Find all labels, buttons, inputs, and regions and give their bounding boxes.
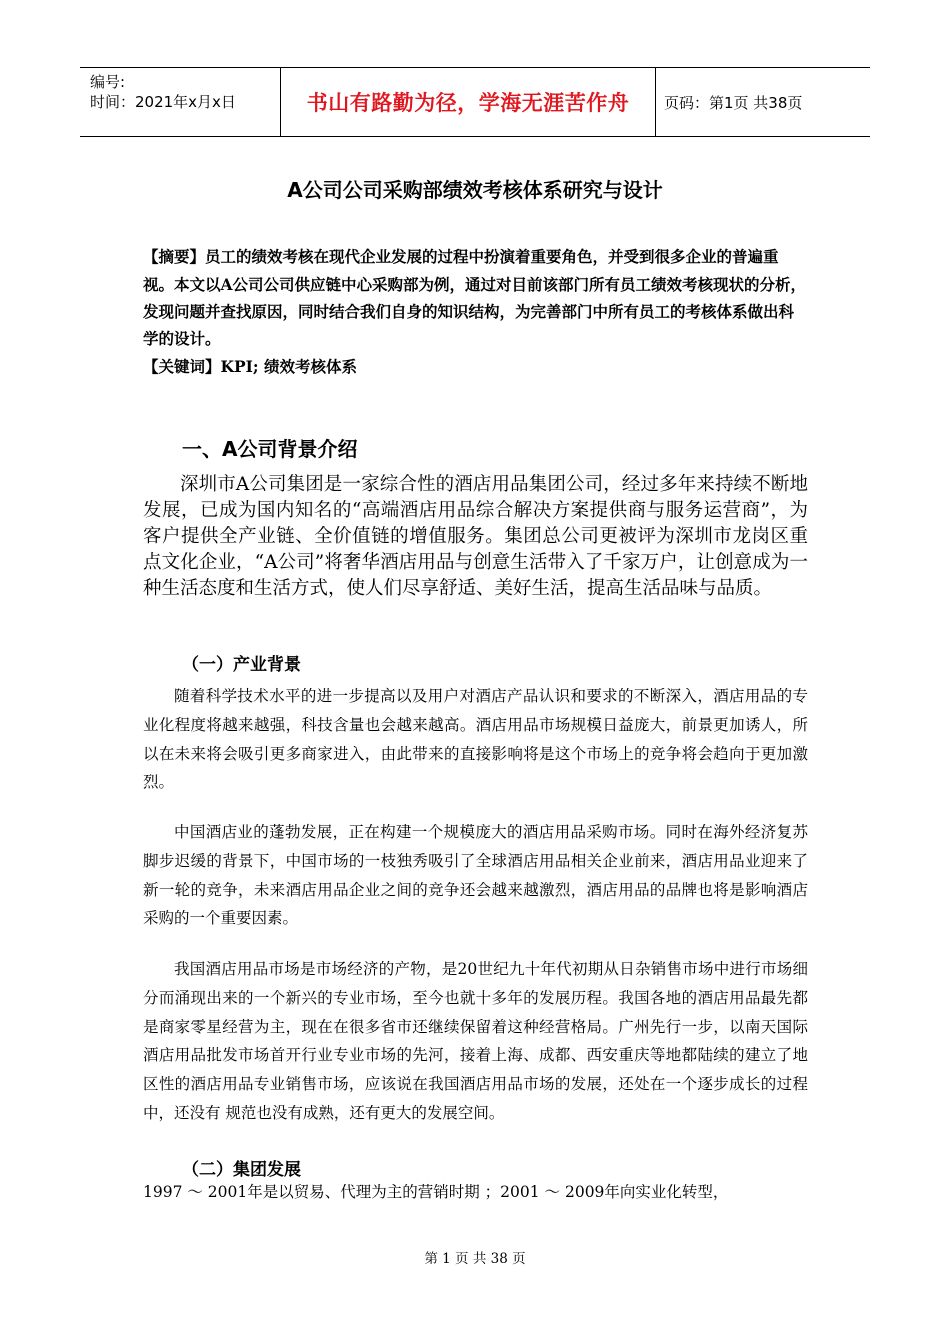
abstract-label: 【摘要】 — [143, 248, 206, 266]
document-title: A公司公司采购部绩效考核体系研究与设计 — [287, 178, 663, 202]
industry-paragraph-2: 中国酒店业的蓬勃发展，正在构建一个规模庞大的酒店用品采购市场。同时在海外经济复苏脚步迟缓的背景下，中国市场的一枝独秀吸引了全球酒店用品相关企业前来，酒店用品业迎来了新一轮的竞争，未来酒店用品企业之间的竞争还会越来越激烈，酒店用品的品牌也将是影响酒店采购的一个重要因素。 — [143, 823, 808, 928]
group-paragraph-1: 1997 ～ 2001年是以贸易、代理为主的营销时期 ；2001 ～ 2009年向实业化转型， — [143, 1183, 729, 1201]
industry-paragraph-1: 随着科学技术水平的进一步提高以及用户对酒店产品认识和要求的不断深入，酒店用品的专业化程度将越来越强，科技含量也会越来越高。酒店用品市场规模日益庞大，前景更加诱人，所以在未来将会吸引更多商家进入，由此带来的直接影响将是这个市场上的竞争将会趋向于更加激烈。 — [143, 687, 808, 792]
section-heading-background: 一、A公司背景介绍 — [182, 437, 358, 461]
keywords-label: 【关键词】 — [143, 358, 221, 376]
document-number-label: 编号: — [90, 73, 126, 91]
page-footer: 第 1 页 共 38 页 — [424, 1251, 526, 1267]
keywords-text: KPI; 绩效考核体系 — [220, 357, 358, 376]
header-motto: 书山有路勤为径，学海无涯苦作舟 — [281, 68, 656, 136]
subsection-heading-group: （二）集团发展 — [182, 1160, 301, 1180]
keywords — [143, 355, 808, 379]
header-meta-cell — [80, 68, 281, 136]
document-date: 时间：2021年x月x日 — [90, 93, 236, 111]
header-table — [80, 67, 870, 137]
abstract — [143, 243, 808, 352]
header-page-info: 页码：第1页 共38页 — [664, 93, 803, 112]
abstract-text: 员工的绩效考核在现代企业发展的过程中扮演着重要角色，并受到很多企业的普遍重视。本文以A公司公司供应链中心采购部为例，通过对目前该部门所有员工绩效考核现状的分析，发现问题并查找原因，同时结合我们自身的知识结构，为完善部门中所有员工的考核体系做出科学的设计。 — [143, 247, 807, 348]
subsection-heading-industry: （一）产业背景 — [182, 655, 301, 675]
section-intro-paragraph: 深圳市A公司集团是一家综合性的酒店用品集团公司，经过多年来持续不断地发展，已成为国内知名的“高端酒店用品综合解决方案提供商与服务运营商”，为客户提供全产业链、全价值链的增值服务。集团总公司更被评为深圳市龙岗区重点文化企业，“A公司”将奢华酒店用品与创意生活带入了千家万户，让创意成为一种生活态度和生活方式，使人们尽享舒适、美好生活，提高生活品味与品质。 — [143, 474, 808, 599]
industry-paragraph-3: 我国酒店用品市场是市场经济的产物，是20世纪九十年代初期从日杂销售市场中进行市场细分而涌现出来的一个新兴的专业市场，至今也就十多年的发展历程。我国各地的酒店用品最先都是商家零星经营为主，现在在很多省市还继续保留着这种经营格局。广州先行一步，以南天国际酒店用品批发市场首开行业专业市场的先河，接着上海、成都、西安重庆等地都陆续的建立了地区性的酒店用品专业销售市场，应该说在我国酒店用品市场的发展，还处在一个逐步成长的过程中，还没有 规范也没有成熟，还有更大的发展空间。 — [143, 960, 808, 1122]
